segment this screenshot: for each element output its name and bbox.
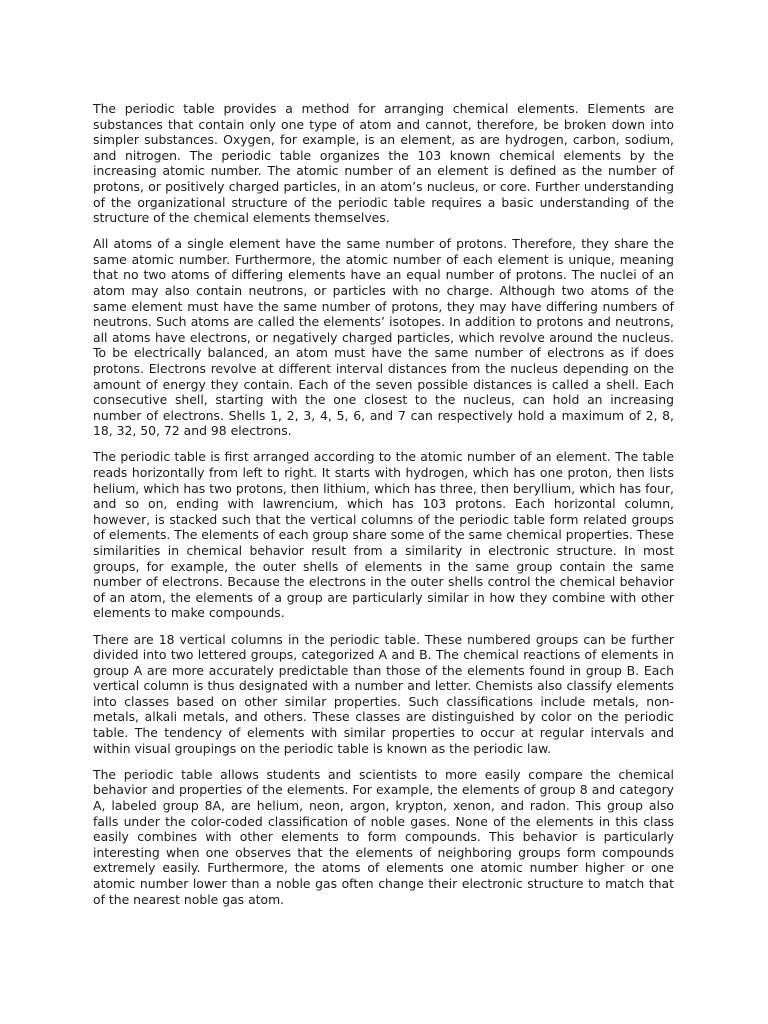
document-body <box>93 101 674 918</box>
paragraph-4: There are 18 vertical columns in the periodic table. These numbered groups can be further divided into two lettered groups, categorized A and B. The chemical reactions of elements in group A are more accurately predictable than those of the elements found in group B. Each vertical column is thus designated with a number and letter. Chemists also classify elements into classes based on other similar properties. Such classifications include metals, non-metals, alkali metals, and others. These classes are distinguished by color on the periodic table. The tendency of elements with similar properties to occur at regular intervals and within visual groupings on the periodic table is known as the periodic law. <box>93 631 674 756</box>
paragraph-3: The periodic table is first arranged according to the atomic number of an element. The table reads horizontally from left to right. It starts with hydrogen, which has one proton, then lists helium, which has two protons, then lithium, which has three, then beryllium, which has four, and so on, ending with lawrencium, which has 103 protons. Each horizontal column, however, is stacked such that the vertical columns of the periodic table form related groups of elements. The elements of each group share some of the same chemical properties. These similarities in chemical behavior result from a similarity in electronic structure. In most groups, for example, the outer shells of elements in the same group contain the same number of electrons. Because the electrons in the outer shells control the chemical behavior of an atom, the elements of a group are particularly similar in how they combine with other elements to make compounds. <box>93 449 675 621</box>
paragraph-2: All atoms of a single element have the same number of protons. Therefore, they share the same atomic number. Furthermore, the atomic number of each element is unique, meaning that no two atoms of differing elements have an equal number of protons. The nuclei of an atom may also contain neutrons, or particles with no charge. Although two atoms of the same element must have the same number of protons, they may have differing numbers of neutrons. Such atoms are called the elements’ isotopes. In addition to protons and neutrons, all atoms have electrons, or negatively charged particles, which revolve around the nucleus. To be electrically balanced, an atom must have the same number of electrons as if does protons. Electrons revolve at different interval distances from the nucleus depending on the amount of energy they contain. Each of the seven possible distances is called a shell. Each consecutive shell, starting with the one closest to the nucleus, can hold an increasing number of electrons. Shells 1, 2, 3, 4, 5, 6, and 7 can respectively hold a maximum of 2, 8, 18, 32, 50, 72 and 98 electrons. <box>93 236 674 439</box>
paragraph-1: The periodic table provides a method for arranging chemical elements. Elements are substances that contain only one type of atom and cannot, therefore, be broken down into simpler substances. Oxygen, for example, is an element, as are hydrogen, carbon, sodium, and nitrogen. The periodic table organizes the 103 known chemical elements by the increasing atomic number. The atomic number of an element is defined as the number of protons, or positively charged particles, in an atom’s nucleus, or core. Further understanding of the organizational structure of the periodic table requires a basic understanding of the structure of the chemical elements themselves. <box>93 101 674 226</box>
paragraph-5: The periodic table allows students and scientists to more easily compare the chemical behavior and properties of the elements. For example, the elements of group 8 and category A, labeled group 8A, are helium, neon, argon, krypton, xenon, and radon. This group also falls under the color-coded classification of noble gases. None of the elements in this class easily combines with other elements to form compounds. This behavior is particularly interesting when one observes that the elements of neighboring groups form compounds extremely easily. Furthermore, the atoms of elements one atomic number higher or one atomic number lower than a noble gas often change their electronic structure to match that of the nearest noble gas atom. <box>93 766 674 907</box>
